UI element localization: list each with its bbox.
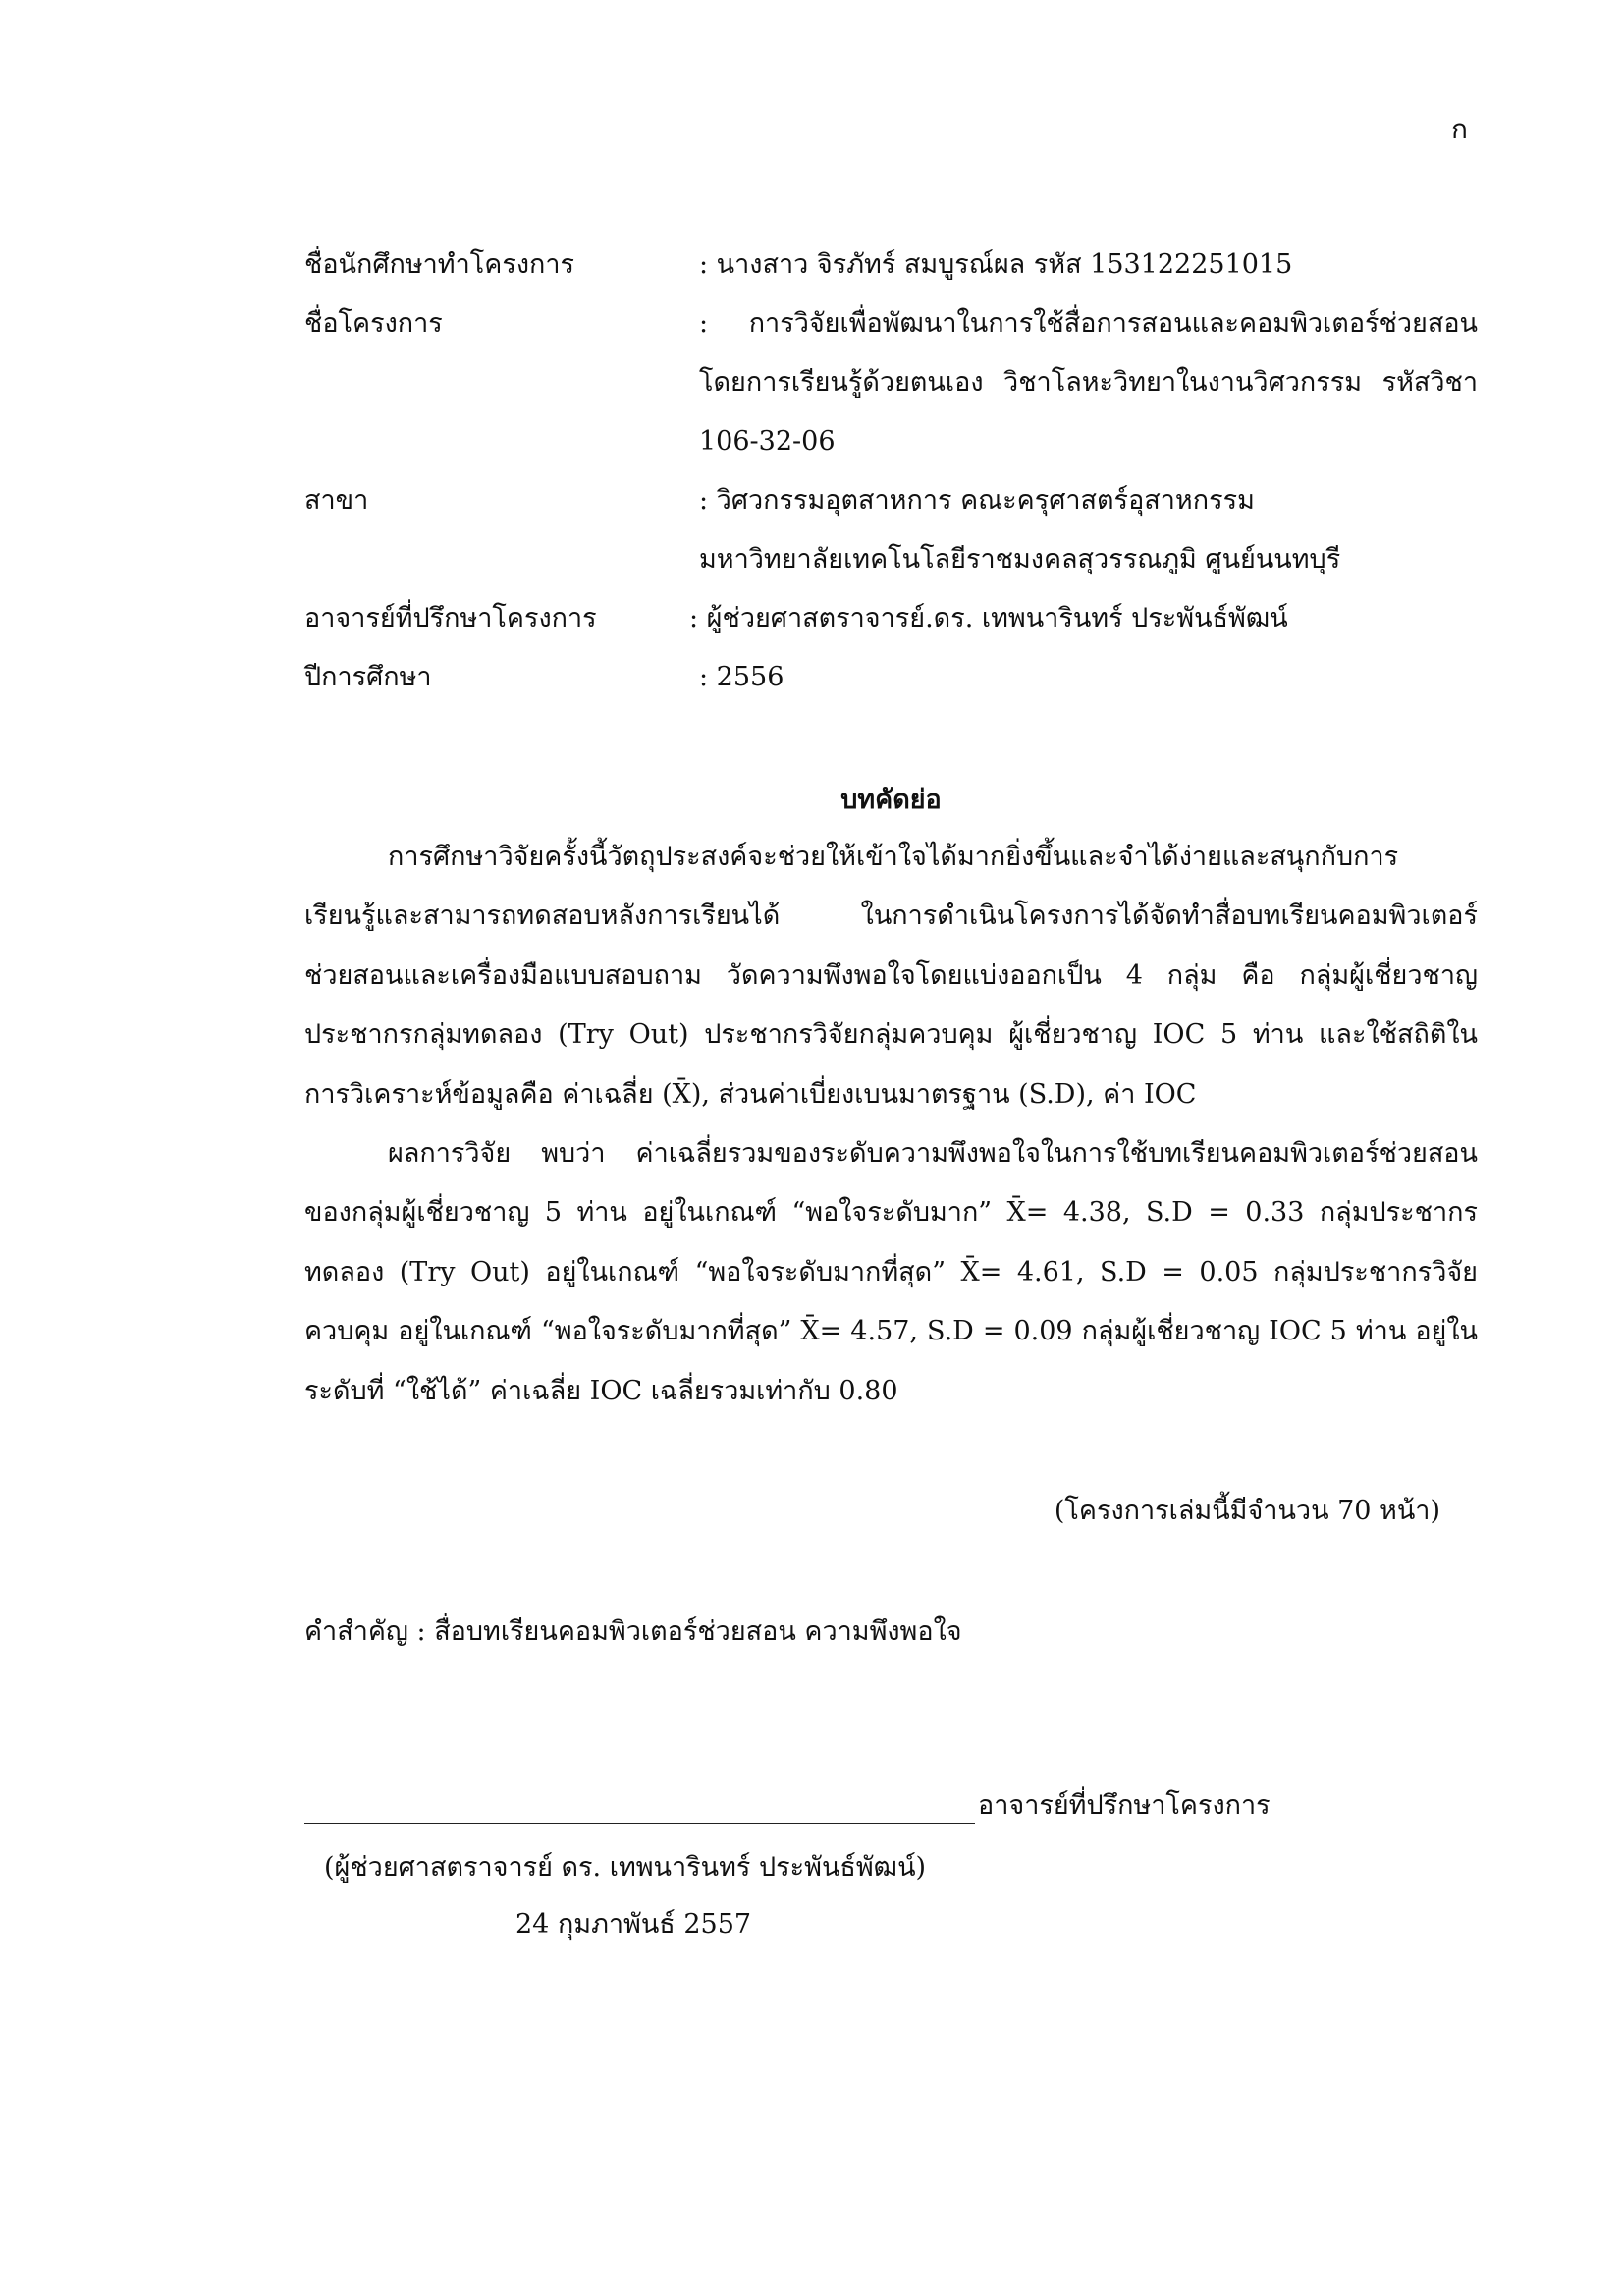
info-label: ปีการศึกษา — [304, 662, 432, 692]
info-value-line: : ผู้ช่วยศาสตราจารย์.ดร. เทพนารินทร์ ประพันธ์พัฒน์ — [689, 603, 1288, 633]
abstract-line: ของกลุ่มผู้เชี่ยวชาญ 5 ท่าน อยู่ในเกณฑ์ “พอใจระดับมาก” X̄= 4.38, S.D = 0.33 กลุ่มประชากร — [304, 1197, 1478, 1229]
info-value — [699, 236, 1478, 295]
abstract-line: ควบคุม อยู่ในเกณฑ์ “พอใจระดับมากที่สุด” X̄= 4.57, S.D = 0.09 กลุ่มผู้เชี่ยวชาญ IOC 5 ท่าน อยู่ใน — [304, 1316, 1478, 1347]
info-value-line: โดยการเรียนรู้ด้วยตนเอง วิชาโลหะวิทยาในงานวิศวกรรม รหัสวิชา — [699, 367, 1478, 398]
abstract-line: ระดับที่ “ใช้ได้” ค่าเฉลี่ย IOC เฉลี่ยรวมเท่ากับ 0.80 — [304, 1375, 898, 1406]
info-value — [689, 589, 1478, 648]
abstract-line: การศึกษาวิจัยครั้งนี้วัตถุประสงค์จะช่วยให้เข้าใจได้มากยิ่งขึ้นและจำได้ง่ายและสนุกกับการ — [388, 842, 1399, 872]
info-value-line: : วิศวกรรมอุตสาหการ คณะครุศาสตร์อุสาหกรรม — [699, 485, 1255, 516]
info-value — [699, 471, 1478, 589]
page-number: ก — [1451, 113, 1468, 145]
info-value-line: : 2556 — [699, 662, 784, 692]
info-label: สาขา — [304, 485, 369, 516]
signature-line — [304, 1789, 975, 1824]
abstract-body — [304, 828, 1478, 1421]
keywords: คำสำคัญ : สื่อบทเรียนคอมพิวเตอร์ช่วยสอน ความพึงพอใจ — [304, 1616, 962, 1647]
page-count-note: (โครงการเล่มนี้มีจำนวน 70 หน้า) — [1054, 1496, 1440, 1526]
signature-date: 24 กุมภาพันธ์ 2557 — [515, 1909, 752, 1940]
info-value-line: : การวิจัยเพื่อพัฒนาในการใช้สื่อการสอนและคอมพิวเตอร์ช่วยสอน — [699, 308, 1478, 339]
abstract-line: เรียนรู้และสามารถทดสอบหลังการเรียนได้ ในการดำเนินโครงการได้จัดทำสื่อบทเรียนคอมพิวเตอร์ — [304, 901, 1478, 932]
info-value-line: 106-32-06 — [699, 426, 836, 457]
info-label: ชื่อโครงการ — [304, 308, 443, 339]
info-row-student — [304, 236, 1478, 295]
abstract-line: การวิเคราะห์ข้อมูลคือ ค่าเฉลี่ย (X̄), ส่วนค่าเบี่ยงเบนมาตรฐาน (S.D), ค่า IOC — [304, 1078, 1197, 1110]
info-value — [699, 648, 1478, 707]
abstract-line: ทดลอง (Try Out) อยู่ในเกณฑ์ “พอใจระดับมากที่สุด” X̄= 4.61, S.D = 0.05 กลุ่มประชากรวิจัย — [304, 1256, 1478, 1287]
abstract-title: บทคัดย่อ — [840, 785, 942, 815]
info-row-advisor — [304, 589, 1478, 648]
info-value-line: มหาวิทยาลัยเทคโนโลยีราชมงคลสุวรรณภูมิ ศูนย์นนทบุรี — [699, 544, 1341, 574]
info-row-project — [304, 295, 1478, 471]
abstract-line: ช่วยสอนและเครื่องมือแบบสอบถาม วัดความพึงพอใจโดยแบ่งออกเป็น 4 กลุ่ม คือ กลุ่มผู้เชี่ยวชาญ — [304, 959, 1478, 991]
info-row-department — [304, 471, 1478, 589]
project-info — [304, 236, 1478, 707]
info-row-year — [304, 648, 1478, 707]
info-label: ชื่อนักศึกษาทำโครงการ — [304, 249, 575, 280]
info-value — [699, 295, 1478, 471]
abstract-line: ผลการวิจัย พบว่า ค่าเฉลี่ยรวมของระดับความพึงพอใจในการใช้บทเรียนคอมพิวเตอร์ช่วยสอน — [388, 1137, 1478, 1169]
info-value-line: : นางสาว จิรภัทร์ สมบูรณ์ผล รหัส 153122251015 — [699, 249, 1293, 280]
info-label: อาจารย์ที่ปรึกษาโครงการ — [304, 603, 597, 633]
signature-title: อาจารย์ที่ปรึกษาโครงการ — [978, 1790, 1271, 1821]
abstract-line: ประชากรกลุ่มทดลอง (Try Out) ประชากรวิจัยกลุ่มควบคุม ผู้เชี่ยวชาญ IOC 5 ท่าน และใช้สถิติใน — [304, 1019, 1478, 1051]
signature-name: (ผู้ช่วยศาสตราจารย์ ดร. เทพนารินทร์ ประพันธ์พัฒน์) — [324, 1852, 927, 1883]
